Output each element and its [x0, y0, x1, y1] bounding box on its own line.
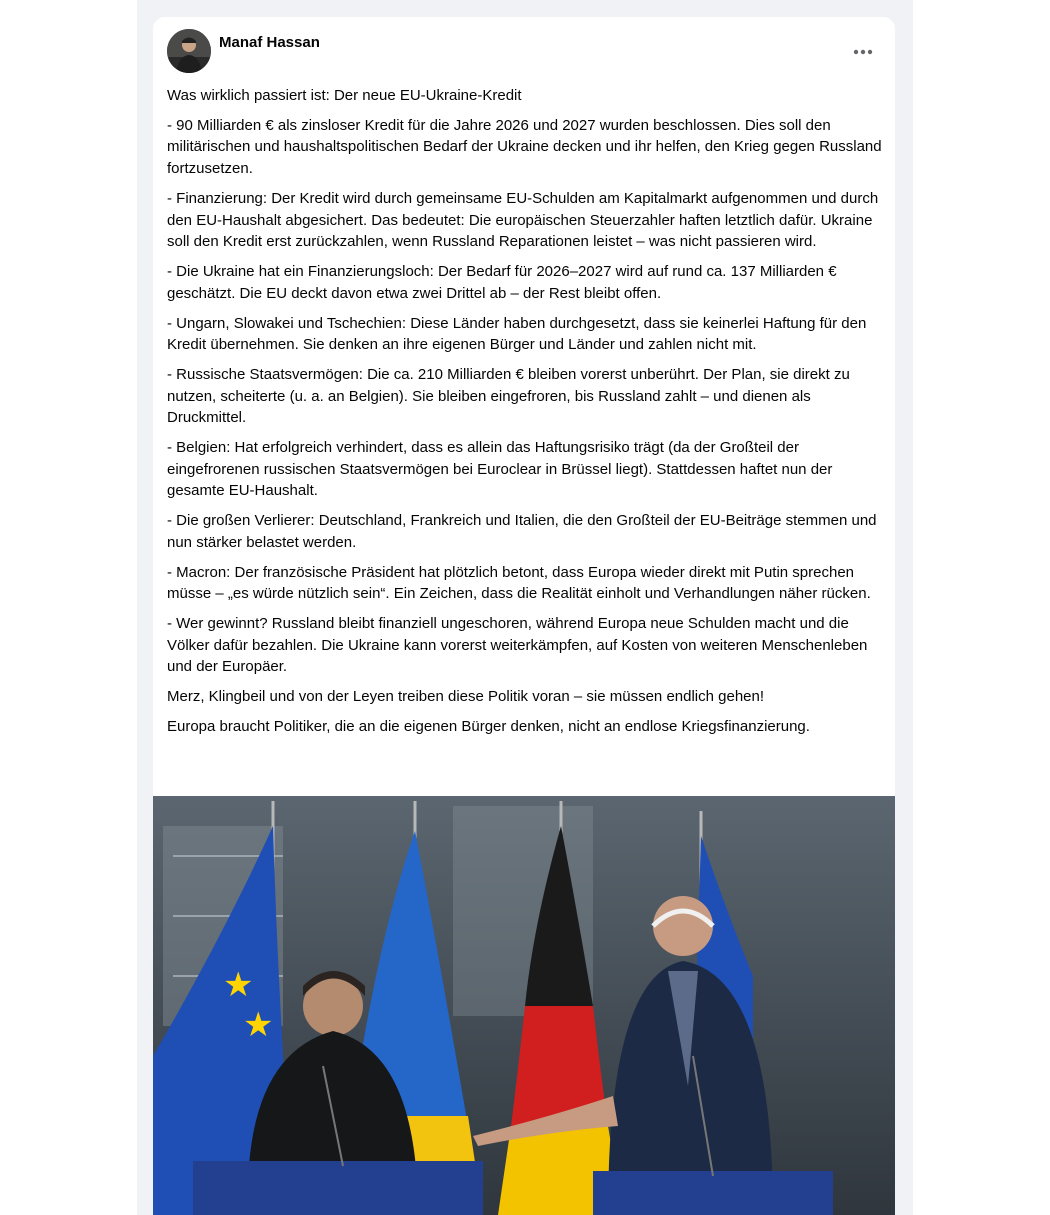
post-paragraph: Merz, Klingbeil und von der Leyen treiben diese Politik voran – sie müssen endlich gehen! [167, 688, 765, 706]
post-paragraph: - Die Ukraine hat ein Finanzierungsloch: Der Bedarf für 2026–2027 wird auf rund ca. 137 Milliarden € geschätzt. Die EU deckt davon etwa zwei Drittel ab – der Rest bleibt offen. [167, 263, 837, 302]
post-paragraph: - Russische Staatsvermögen: Die ca. 210 Milliarden € bleiben vorerst unberührt. Der Plan, sie direkt zu nutzen, scheiterte (u. a. an Belgien). Sie bleiben eingefroren, bis Russland zahlt – und dienen als Druckmittel. [167, 366, 850, 427]
author-name[interactable]: Manaf Hassan [219, 34, 320, 51]
post-paragraph: - Ungarn, Slowakei und Tschechien: Diese Länder haben durchgesetzt, dass sie keinerlei Haftung für den Kredit übernehmen. Sie denken an ihre eigenen Bürger und Länder und zahlen nicht mit. [167, 314, 867, 354]
post-paragraph: - Wer gewinnt? Russland bleibt finanziell ungeschoren, während Europa neue Schulden macht und die Völker dafür bezahlen. Die Ukraine kann vorerst weiterkämpfen, auf Kosten von weiteren Menschenleben und der Europäer. [167, 615, 868, 676]
post-paragraph: Was wirklich passiert ist: Der neue EU-Ukraine-Kredit [167, 87, 522, 104]
svg-text:★: ★ [243, 1005, 274, 1045]
post-paragraph: - Die großen Verlierer: Deutschland, Frankreich und Italien, die den Großteil der EU-Beiträge stemmen und nun stärker belastet werden. [167, 512, 877, 551]
post-paragraph: - Finanzierung: Der Kredit wird durch gemeinsame EU-Schulden am Kapitalmarkt aufgenommen und durch den EU-Haushalt abgesichert. Das bedeutet: Die europäischen Steuerzahler haften letztlich dafür. Ukraine soll den Kredit erst zurückzahlen, wenn Russland Reparationen leistet – was nicht passieren wird. [167, 189, 879, 251]
post-paragraph: - 90 Milliarden € als zinsloser Kredit für die Jahre 2026 und 2027 wurden beschlossen. Dies soll den militärischen und haushaltspolitischen Bedarf der Ukraine decken und ihr helfen, den Krieg gegen Russland fortzusetzen. [167, 116, 882, 178]
svg-text:★: ★ [223, 965, 254, 1005]
more-options-button[interactable] [845, 34, 881, 70]
post-paragraph: - Macron: Der französische Präsident hat plötzlich betont, dass Europa wieder direkt mit Putin sprechen müsse – „es würde nützlich sein“. Ein Zeichen, dass die Realität einholt und Verhandlungen näher rücken. [167, 563, 871, 603]
more-options-icon [853, 49, 873, 55]
post-photo[interactable] [153, 796, 895, 1215]
post-header [167, 28, 881, 78]
post-text [167, 85, 883, 746]
post-card [153, 17, 895, 1215]
post-paragraph: - Belgien: Hat erfolgreich verhindert, dass es allein das Haftungsrisiko trägt (da der Großteil der eingefrorenen russischen Staatsvermögen bei Euroclear in Brüssel liegt). Stattdessen haftet nun der gesamte EU-Haushalt. [167, 439, 833, 500]
post-paragraph: Europa braucht Politiker, die an die eigenen Bürger denken, nicht an endlose Kriegsfinanzierung. [167, 718, 810, 736]
author-avatar[interactable] [167, 29, 211, 73]
